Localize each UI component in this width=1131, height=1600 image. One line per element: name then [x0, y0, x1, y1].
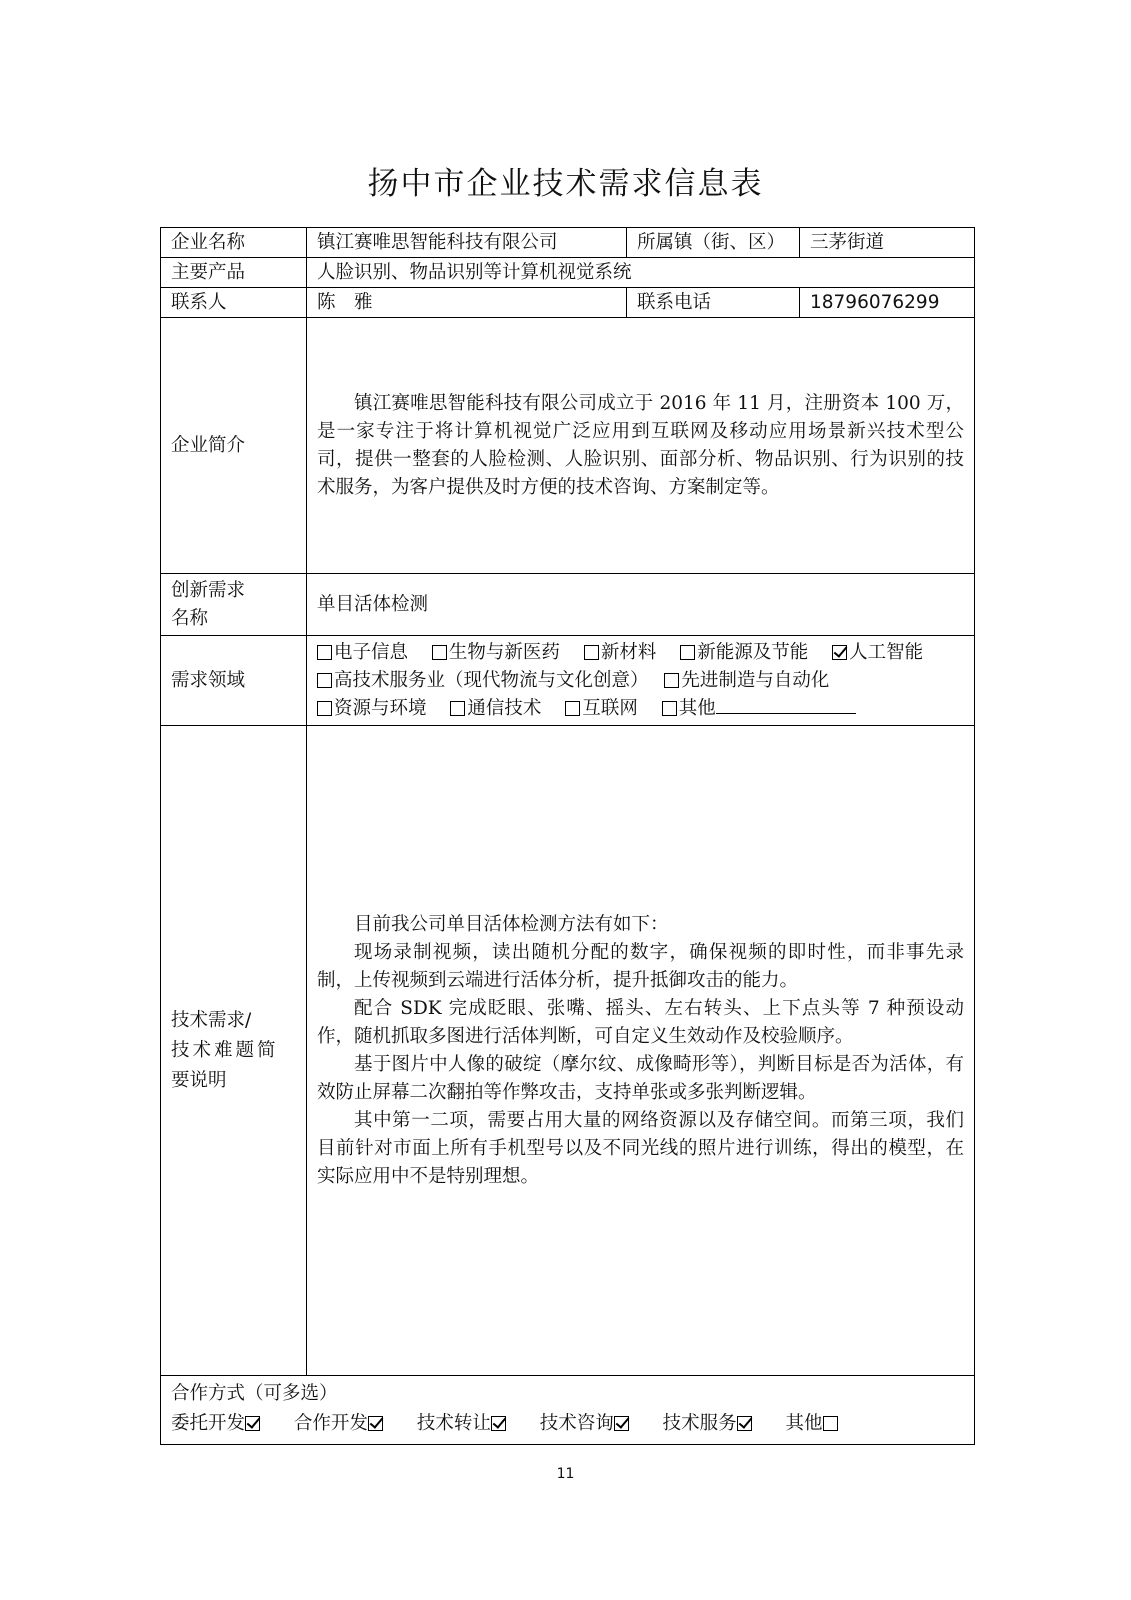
field-option[interactable]	[317, 670, 649, 691]
company-name-label: 企业名称	[161, 228, 307, 258]
tech-label-line1: 技术需求/	[171, 1009, 252, 1031]
row-intro	[161, 318, 975, 574]
cooperation-option[interactable]	[540, 1413, 631, 1434]
cooperation-option[interactable]	[294, 1413, 385, 1434]
field-option-label: 新材料	[600, 641, 657, 663]
field-option[interactable]	[317, 698, 427, 719]
field-option[interactable]	[680, 642, 808, 663]
checkbox[interactable]	[317, 701, 332, 716]
row-demand-name	[161, 574, 975, 636]
requirement-form-table	[160, 227, 975, 1445]
field-option[interactable]	[450, 698, 541, 719]
cooperation-option-label: 技术服务	[662, 1413, 737, 1434]
company-name-value: 镇江赛唯思智能科技有限公司	[307, 228, 627, 258]
field-option-label: 人工智能	[849, 641, 924, 663]
field-option[interactable]	[565, 698, 638, 719]
row-company	[161, 228, 975, 258]
checkbox[interactable]	[317, 645, 332, 660]
tech-paragraph: 其中第一二项，需要占用大量的网络资源以及存储空间。而第三项，我们目前针对市面上所有手机型号以及不同光线的照片进行训练，得出的模型，在实际应用中不是特别理想。	[317, 1109, 964, 1187]
cooperation-option[interactable]	[663, 1413, 754, 1434]
checkbox-checked[interactable]	[491, 1416, 506, 1431]
checkbox-checked[interactable]	[614, 1416, 629, 1431]
town-label: 所属镇（街、区）	[627, 228, 800, 258]
tech-paragraph: 目前我公司单目活体检测方法有如下：	[354, 913, 669, 935]
checkbox[interactable]	[432, 645, 447, 660]
tech-label-line3: 要说明	[171, 1069, 227, 1091]
row-product	[161, 258, 975, 288]
field-option-label: 电子信息	[334, 641, 409, 663]
field-option[interactable]	[317, 642, 408, 663]
phone-label: 联系电话	[627, 288, 800, 318]
intro-text: 镇江赛唯思智能科技有限公司成立于 2016 年 11 月，注册资本 100 万，是一家专注于将计算机视觉广泛应用到互联网及移动应用场景新兴技术型公司，提供一整套的人脸检测、人脸识别、面部分析、物品识别、行为识别的技术服务，为客户提供及时方便的技术咨询、方案制定等。	[317, 392, 964, 498]
cooperation-option-label: 合作开发	[293, 1413, 368, 1434]
field-option-label: 新能源及节能	[697, 641, 809, 663]
field-option[interactable]	[432, 642, 560, 663]
checkbox-checked[interactable]	[245, 1416, 260, 1431]
town-value: 三茅街道	[800, 228, 975, 258]
demand-name-label-line2: 名称	[171, 607, 209, 629]
contact-label: 联系人	[161, 288, 307, 318]
checkbox[interactable]	[680, 645, 695, 660]
checkbox[interactable]	[565, 701, 580, 716]
row-tech	[161, 726, 975, 1376]
cooperation-label: 合作方式（可多选）	[171, 1383, 338, 1404]
checkbox[interactable]	[662, 701, 677, 716]
contact-value: 陈 雅	[307, 288, 627, 318]
field-option-label: 通信技术	[467, 697, 542, 719]
row-cooperation	[161, 1376, 975, 1445]
field-option-label: 生物与新医药	[448, 641, 560, 663]
checkbox-checked[interactable]	[832, 645, 847, 660]
checkbox[interactable]	[584, 645, 599, 660]
tech-paragraph: 现场录制视频，读出随机分配的数字，确保视频的即时性，而非事先录制，上传视频到云端进行活体分析，提升抵御攻击的能力。	[317, 941, 964, 991]
demand-name-label	[161, 574, 307, 636]
field-option[interactable]	[584, 642, 657, 663]
cooperation-cell	[161, 1376, 975, 1445]
product-label: 主要产品	[161, 258, 307, 288]
cooperation-option[interactable]	[786, 1413, 840, 1434]
cooperation-options	[171, 1410, 964, 1438]
field-option-label: 互联网	[582, 697, 638, 719]
fields-label: 需求领域	[161, 636, 307, 726]
field-option-label: 资源与环境	[334, 697, 427, 719]
tech-paragraph: 基于图片中人像的破绽（摩尔纹、成像畸形等），判断目标是否为活体，有效防止屏幕二次翻拍等作弊攻击，支持单张或多张判断逻辑。	[317, 1053, 964, 1103]
field-option[interactable]	[664, 670, 829, 691]
field-option[interactable]	[662, 698, 856, 719]
cooperation-option[interactable]	[417, 1413, 508, 1434]
field-option-label: 先进制造与自动化	[681, 669, 830, 691]
fields-options	[307, 636, 975, 726]
field-option[interactable]	[832, 642, 923, 663]
other-blank-line[interactable]	[716, 695, 856, 714]
intro-text-cell	[307, 318, 975, 574]
field-option-label: 高技术服务业（现代物流与文化创意）	[334, 669, 649, 691]
tech-paragraph: 配合 SDK 完成眨眼、张嘴、摇头、左右转头、上下点头等 7 种预设动作，随机抓取多图进行活体判断，可自定义生效动作及校验顺序。	[317, 997, 964, 1047]
field-option-label: 其他	[678, 697, 716, 719]
cooperation-option[interactable]	[171, 1413, 262, 1434]
intro-label: 企业简介	[161, 318, 307, 574]
demand-name-label-line1: 创新需求	[171, 579, 246, 601]
checkbox[interactable]	[317, 673, 332, 688]
checkbox-checked[interactable]	[368, 1416, 383, 1431]
cooperation-option-label: 技术转让	[416, 1413, 491, 1434]
demand-name-value: 单目活体检测	[307, 574, 975, 636]
row-contact	[161, 288, 975, 318]
checkbox-checked[interactable]	[737, 1416, 752, 1431]
row-fields	[161, 636, 975, 726]
page-number: 11	[556, 1466, 575, 1482]
page-title: 扬中市企业技术需求信息表	[367, 166, 764, 202]
product-value: 人脸识别、物品识别等计算机视觉系统	[307, 258, 975, 288]
checkbox[interactable]	[450, 701, 465, 716]
tech-label-line2: 技术难题简	[171, 1039, 279, 1061]
checkbox[interactable]	[664, 673, 679, 688]
cooperation-option-label: 委托开发	[171, 1413, 246, 1434]
checkbox[interactable]	[823, 1416, 838, 1431]
cooperation-option-label: 技术咨询	[539, 1413, 614, 1434]
cooperation-option-label: 其他	[785, 1413, 823, 1434]
tech-text-cell	[307, 726, 975, 1376]
tech-label	[161, 726, 307, 1376]
phone-value: 18796076299	[800, 288, 975, 318]
